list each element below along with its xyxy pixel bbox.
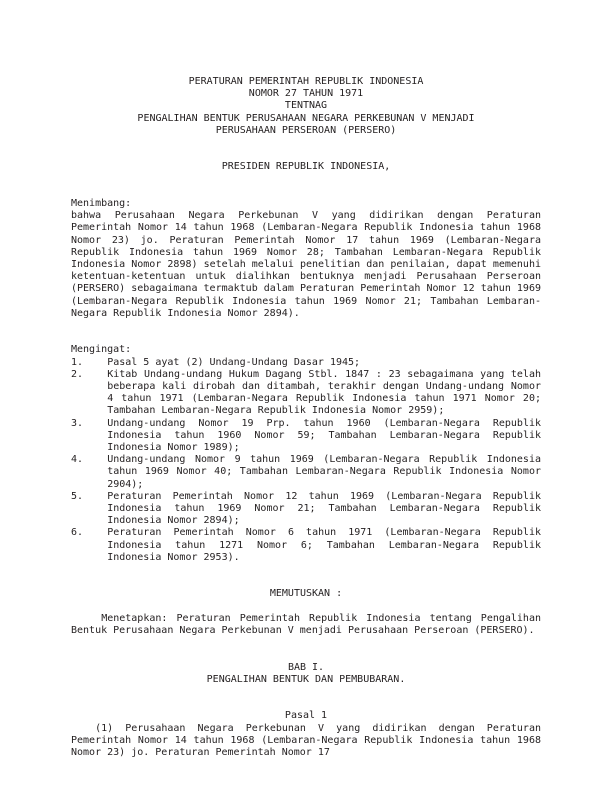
list-item-text: Kitab Undang-undang Hukum Dagang Stbl. 1847 : 23 sebagaimana yang telah beberapa kali dirobah dan ditambah, terakhir dengan Undang-undang Nomor 4 tahun 1971 (Lembaran-Negara Republik Indonesia tahun 1971 Nomor 20; Tambahan Lembaran-Negara Republik Indonesia Nomor 2959); [107, 368, 548, 417]
bab-section [71, 662, 541, 686]
title-line-4-subject: PENGALIHAN BENTUK PERUSAHAAN NEGARA PERKEBUNAN V MENJADI [137, 112, 475, 124]
menimbang-section [71, 198, 548, 320]
spacer-after-title [71, 137, 541, 161]
list-item-marker: 1. [71, 356, 84, 368]
pasal-section [71, 710, 548, 759]
list-item-text: Undang-undang Nomor 19 Prp. tahun 1960 (Lembaran-Negara Republik Indonesia tahun 1960 Nomor 59; Tambahan Lembaran-Negara Republik Indonesia Nomor 1989); [107, 417, 548, 454]
menimbang-label: Menimbang: [71, 198, 132, 209]
list-item-marker: 3. [71, 417, 84, 429]
pasal-heading: Pasal 1 [284, 710, 328, 722]
mengingat-label: Mengingat: [71, 344, 132, 356]
title-line-3-tentang: TENTNAG [284, 100, 328, 112]
list-item-marker: 2. [71, 368, 84, 380]
list-item-text: Pasal 5 ayat (2) Undang-Undang Dasar 1945; [107, 356, 361, 368]
pasal-paragraph-1: (1) Perusahaan Negara Perkebunan V yang didirikan dengan Peraturan Pemerintah Nomor 14 tahun 1968 (Lembaran-Negara Republik Indonesia tahun 1968 Nomor 23) jo. Peraturan Pemerintah Nomor 17 [71, 722, 548, 759]
mengingat-section [71, 344, 548, 564]
list-item [71, 527, 548, 564]
list-item-text: Peraturan Pemerintah Nomor 12 tahun 1969 (Lembaran-Negara Republik Indonesia tahun 1969 Nomor 21; Tambahan Lembaran-Negara Republik Indonesia Nomor 2894); [107, 490, 548, 527]
memutuskan-section [71, 588, 548, 637]
list-item-text: Undang-undang Nomor 9 tahun 1969 (Lembaran-Negara Republik Indonesia tahun 1969 Nomor 40; Tambahan Lembaran-Negara Republik Indonesia Nomor 2904); [107, 454, 548, 490]
spacer-after-menimbang [71, 320, 541, 344]
spacer-after-memutuskan [71, 637, 541, 661]
memutuskan-body: Menetapkan: Peraturan Pemerintah Republik Indonesia tentang Pengalihan Bentuk Perusahaan Negara Perkebunan V menjadi Perusahaan Perseroan (PERSERO). [71, 612, 548, 637]
menimbang-body: bahwa Perusahaan Negara Perkebunan V yang didirikan dengan Peraturan Pemerintah Nomor 14 tahun 1968 (Lembaran-Negara Republik Indonesia tahun 1968 Nomor 23) jo. Peraturan Pemerintah Nomor 17 tahun 1969 (Lembaran-Negara Republik Indonesia tahun 1969 Nomor 28; Tambahan Lembaran-Negara Republik Indonesia Nomor 2898) setelah melalui penelitian dan penilaian, dapat memenuhi ketentuan-ketentuan untuk dialihkan bentuknya menjadi Perusahaan Perseroan (PERSERO) sebagaimana termaktub dalam Peraturan Pemerintah Nomor 12 tahun 1969 (Lembaran-Negara Republik Indonesia tahun 1969 Nomor 21; Tambahan Lembaran-Negara Republik Indonesia Nomor 2894). [71, 210, 548, 319]
list-item [71, 417, 548, 455]
bab-title: PENGALIHAN BENTUK DAN PEMBUBARAN. [206, 673, 406, 685]
list-item [71, 368, 548, 418]
authority-heading: PRESIDEN REPUBLIK INDONESIA, [221, 161, 391, 173]
bab-number: BAB I. [287, 661, 325, 673]
title-line-1: PERATURAN PEMERINTAH REPUBLIK INDONESIA [188, 76, 424, 87]
spacer-after-mengingat [71, 564, 541, 588]
title-block [71, 76, 541, 137]
list-item-text: Peraturan Pemerintah Nomor 6 tahun 1971 (Lembaran-Negara Republik Indonesia tahun 1271 Nomor 6; Tambahan Lembaran-Negara Republik Indonesia Nomor 2953). [107, 527, 548, 563]
title-line-2-number: NOMOR 27 TAHUN 1971 [248, 88, 364, 100]
list-item [71, 490, 548, 528]
list-item [71, 357, 541, 369]
spacer-after-bab [71, 686, 541, 710]
document-text-column [71, 76, 548, 759]
mengingat-list [71, 356, 548, 564]
list-item-marker: 5. [71, 490, 84, 502]
list-item [71, 454, 548, 491]
memutuskan-heading: MEMUTUSKAN : [269, 588, 343, 600]
spacer-after-memutuskan-heading [71, 601, 541, 613]
spacer-after-authority [71, 174, 541, 198]
list-item-marker: 4. [71, 454, 84, 466]
title-line-5-subject: PERUSAHAAN PERSEROAN (PERSERO) [215, 124, 397, 136]
list-item-marker: 6. [71, 527, 84, 539]
